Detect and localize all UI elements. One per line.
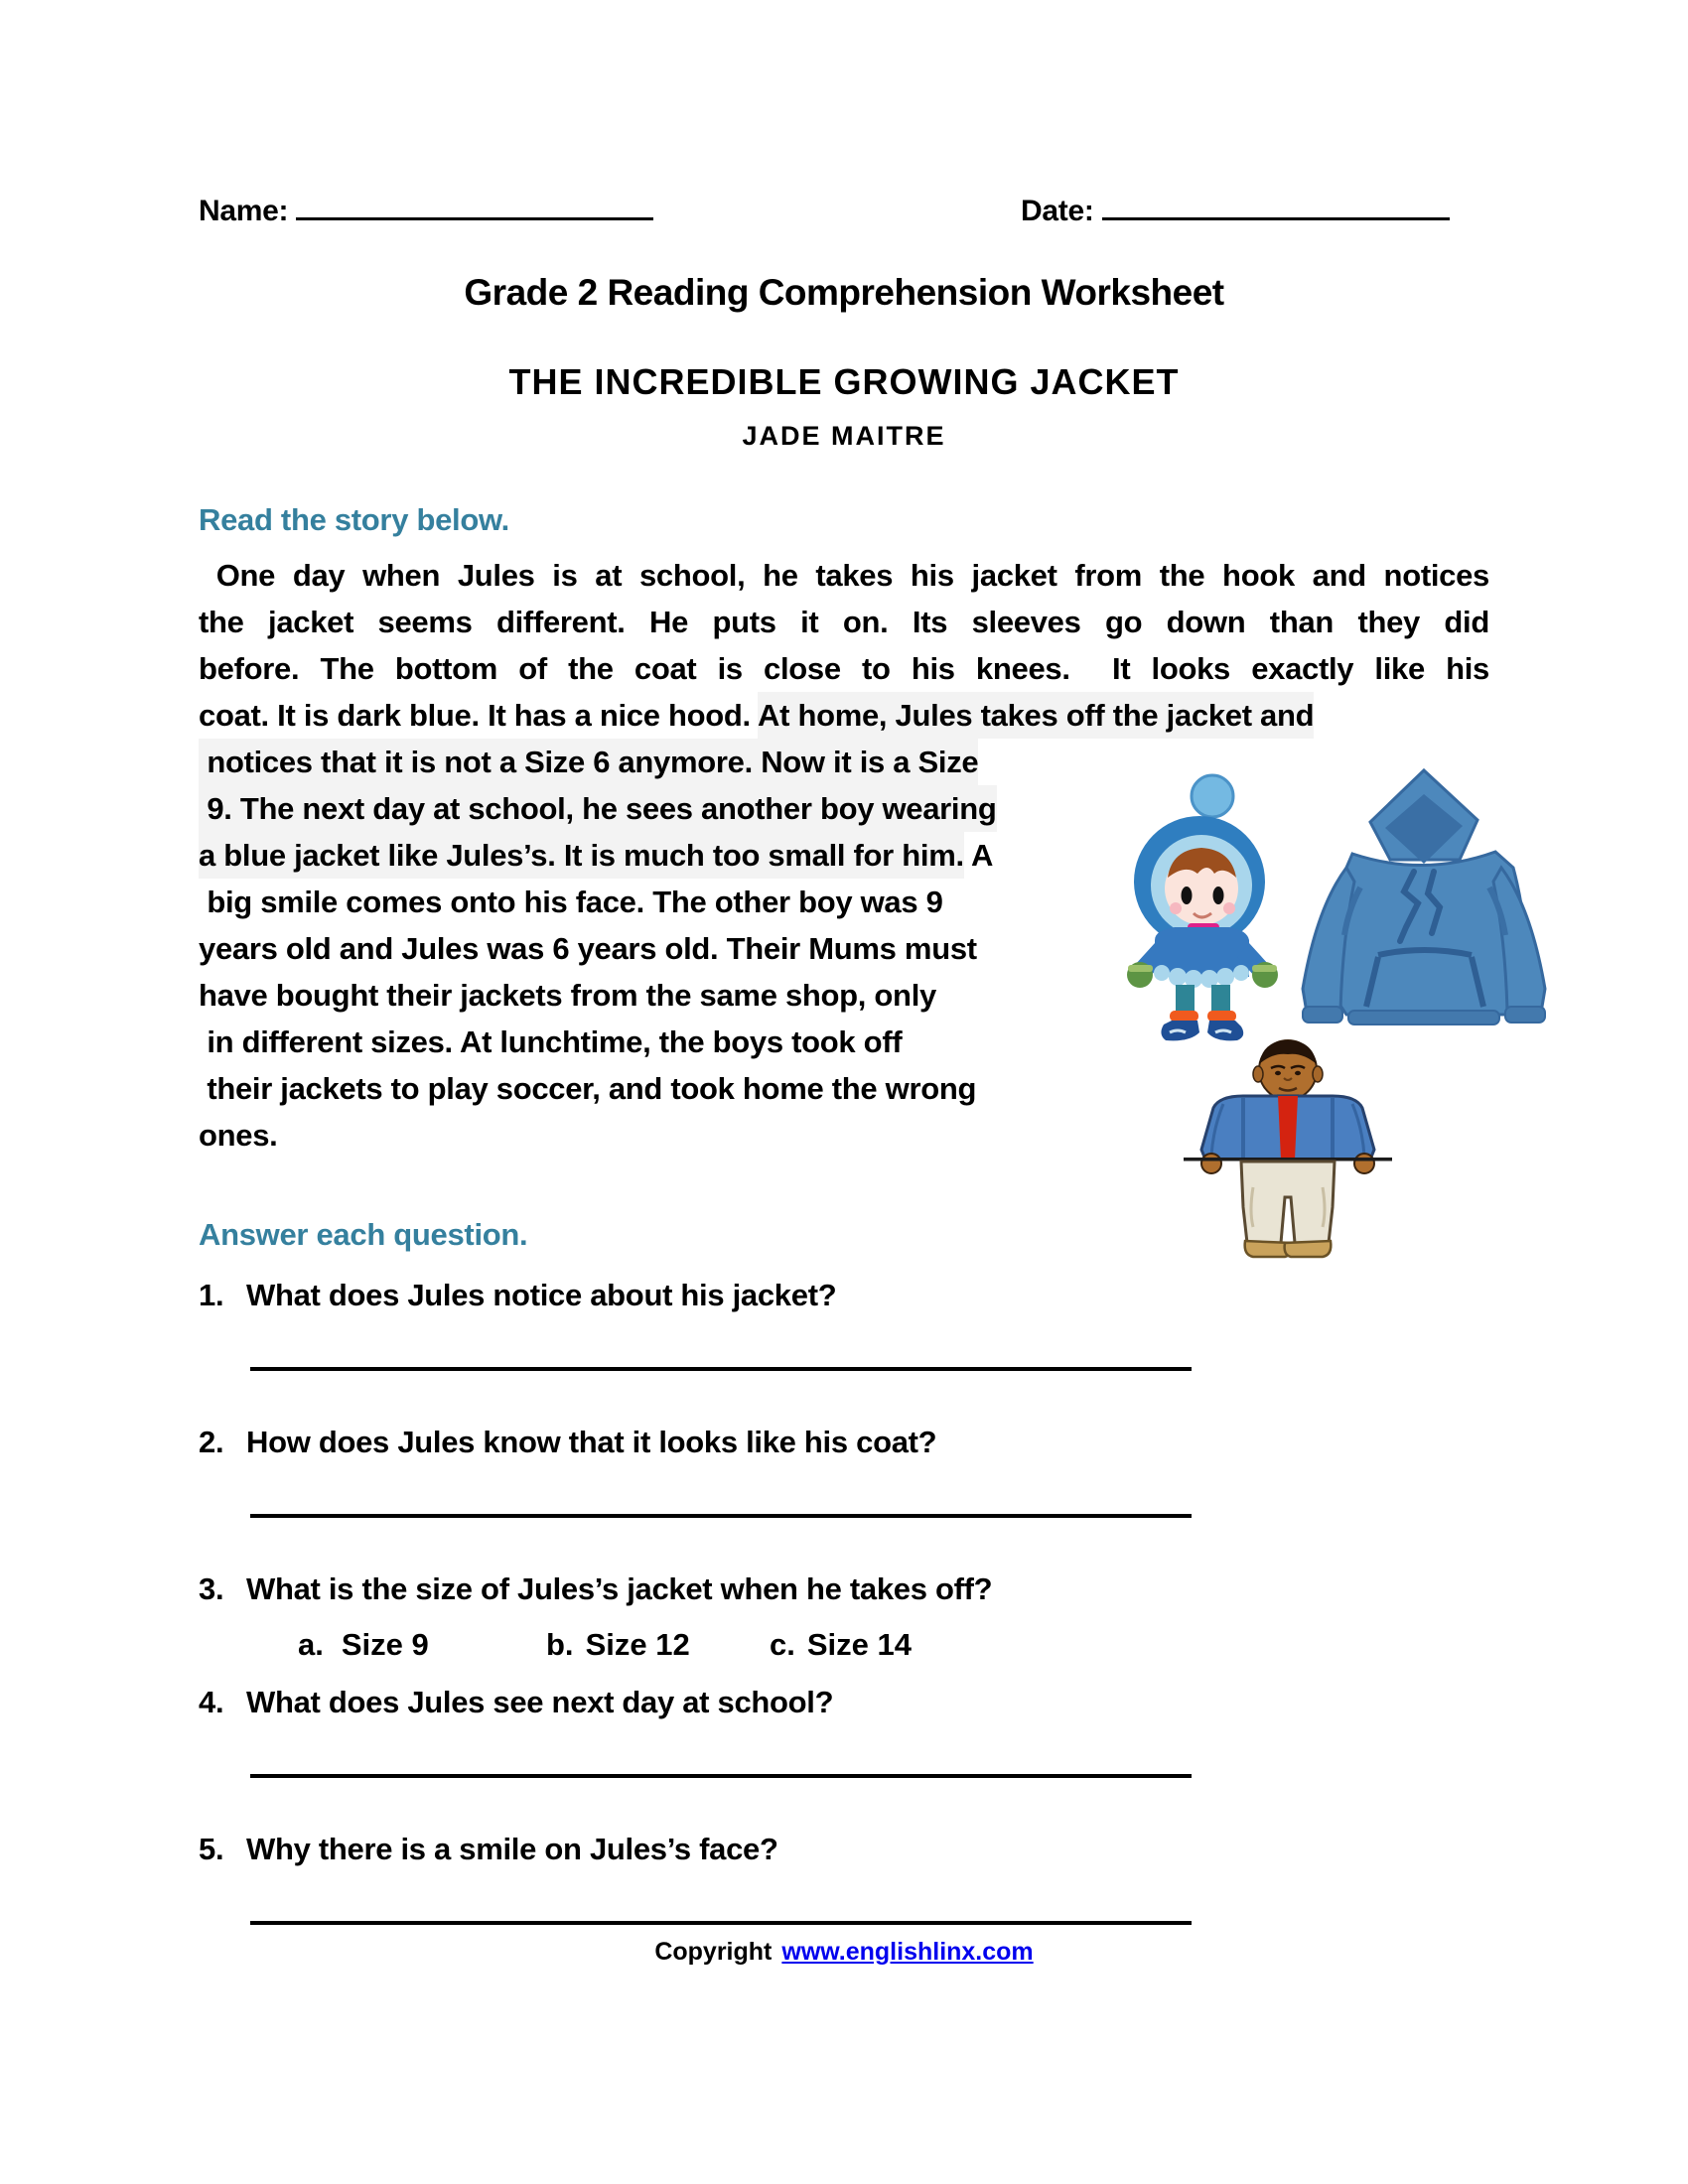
question-text: Why there is a smile on Jules’s face? — [246, 1832, 778, 1866]
date-blank-line — [1102, 191, 1450, 220]
story-text-segment: years old and Jules was 6 years old. Their Mums must — [199, 931, 977, 966]
question-number: 2. — [199, 1425, 224, 1459]
highlighted-text: 9. The next day at school, he sees another boy wearing — [199, 785, 997, 832]
questions-list — [199, 1276, 1489, 1925]
question-item — [199, 1276, 1489, 1315]
boy-in-jacket-illustration — [1184, 1038, 1392, 1272]
story-text-segment: coat. It is dark blue. It has a nice hood. — [199, 698, 759, 733]
story-title: THE INCREDIBLE GROWING JACKET — [508, 361, 1180, 402]
story-text-segment: big smile comes onto his face. The other boy was 9 — [199, 885, 943, 919]
story-text-segment: before. The bottom of the coat is close to his knees. It looks exactly like his — [199, 651, 1489, 686]
answer-options — [298, 1623, 1489, 1667]
story-line — [199, 599, 1489, 645]
question-text: How does Jules know that it looks like his coat? — [246, 1425, 937, 1459]
question-item — [199, 1570, 1489, 1609]
question-item — [199, 1830, 1489, 1869]
question-number: 4. — [199, 1685, 224, 1719]
question-text: What is the size of Jules’s jacket when he takes off? — [246, 1571, 993, 1606]
answer-blank-line — [250, 1514, 1192, 1518]
page-title: Grade 2 Reading Comprehension Worksheet — [464, 272, 1224, 313]
name-blank-line — [296, 191, 653, 220]
option-label: a. — [298, 1627, 324, 1662]
option-text: Size 12 — [585, 1627, 690, 1662]
answer-option — [298, 1623, 546, 1667]
story-text-segment: A — [963, 838, 994, 873]
option-text: Size 14 — [806, 1627, 912, 1662]
story-text-segment: ones. — [199, 1118, 278, 1153]
option-label: c. — [770, 1627, 795, 1662]
header-row — [0, 191, 1688, 236]
answer-option — [770, 1623, 912, 1667]
option-text: Size 9 — [341, 1627, 429, 1662]
question-item — [199, 1683, 1489, 1722]
question-number: 3. — [199, 1571, 224, 1606]
highlighted-text: At home, Jules takes off the jacket and — [758, 692, 1314, 739]
story-text-segment: the jacket seems different. He puts it on. Its sleeves go down than they did — [199, 605, 1489, 639]
highlighted-text: a blue jacket like Jules’s. It is much too small for him. — [199, 832, 964, 879]
answer-blank-line — [250, 1367, 1192, 1371]
question-number: 1. — [199, 1278, 224, 1312]
answer-option — [546, 1623, 770, 1667]
answer-blank-line — [250, 1774, 1192, 1778]
story-line — [199, 645, 1489, 692]
story-line — [199, 692, 1489, 739]
story-text-segment: have bought their jackets from the same shop, only — [199, 978, 936, 1013]
question-item — [199, 1423, 1489, 1462]
footer — [199, 1938, 1489, 1967]
read-story-heading: Read the story below. — [199, 502, 509, 537]
question-number: 5. — [199, 1832, 224, 1866]
question-text: What does Jules notice about his jacket? — [246, 1278, 837, 1312]
footer-link[interactable]: www.englishlinx.com — [781, 1938, 1034, 1966]
copyright-label: Copyright — [654, 1938, 773, 1966]
highlighted-text: notices that it is not a Size 6 anymore. Now it is a Size — [199, 739, 978, 785]
date-label: Date: — [1021, 195, 1094, 227]
option-label: b. — [546, 1627, 574, 1662]
story-line — [199, 552, 1489, 599]
story-author: JADE MAITRE — [742, 421, 946, 451]
winter-child-illustration — [1120, 766, 1284, 1044]
date-field-group — [1021, 191, 1450, 228]
story-text-segment: One day when Jules is at school, he takes his jacket from the hook and notices — [199, 558, 1489, 593]
name-label: Name: — [199, 195, 289, 227]
answer-blank-line — [250, 1921, 1192, 1925]
story-text-segment: their jackets to play soccer, and took home the wrong — [199, 1071, 977, 1106]
blue-hoodie-illustration — [1283, 760, 1566, 1048]
story-text-segment: in different sizes. At lunchtime, the boys took off — [199, 1024, 903, 1059]
answer-questions-heading: Answer each question. — [199, 1217, 528, 1252]
name-field-group — [199, 191, 653, 228]
question-text: What does Jules see next day at school? — [246, 1685, 834, 1719]
